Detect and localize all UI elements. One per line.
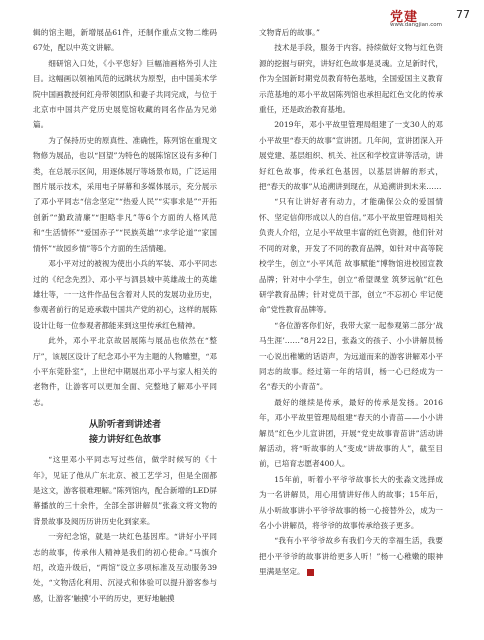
section-heading-line1: 从阶听者到讲述者 <box>88 420 161 431</box>
logo-url: www.dangjian.com <box>390 22 442 28</box>
paragraph: “这里邓小平同志写过些信，做学时候写的《十年》，见证了他从广东北京、被工艺学习，但是全面都是这文，游客很难理解。”陈列馆内，配合新增的LED屏幕播放的三十余件，全部全部讲解员”张淼文将文物的背景故事及阅历历讲历史化到家来。 <box>33 455 217 526</box>
page-number: 77 <box>456 8 470 21</box>
paragraph-last-text: “我有小平爷爷故乡有我们今天的幸福生活，我要把小平爷爷的故事讲给更多人听！”杨一心稚嫩的眼神里满是坚定。 <box>259 536 443 577</box>
paragraph: 文物背后的故事。” <box>259 28 320 37</box>
logo-brand-text: 党建 <box>390 10 419 25</box>
section-heading-line2: 接力讲好红色故事 <box>88 435 161 446</box>
left-column <box>33 25 217 606</box>
paragraph: 细研馆入口处，《小平您好》巨幅油画格外引人注目。这幅画以领袖风范的远眺状为原型，由中国美术学院中国画教授何红舟带领团队和妻子共同完成，与位于北京市中国共产党历史展览馆收藏的同名作品为兄弟篇。 <box>33 58 217 130</box>
paragraph: “只有让讲好者有动力，才能确保公众的爱国情怀、坚定信仰形成以人的自信。”邓小平故里管理局相关负责人介绍，立足小平故里丰富的红色资源，他们针对不同的对象，开发了不同的教育品牌，如针对中高等院校学生，创立“小平风范 故事赋能”博物馆进校园宣教品牌；针对中小学生，创立“希望课堂 筑梦远航”红色研学教育品牌；针对党员干部，创立“不忘初心 牢记使命”党性教育品牌等。 <box>259 197 443 315</box>
end-mark-icon <box>307 569 314 576</box>
paragraph: 15年前，听着小平爷爷故事长大的张淼文选择成为一名讲解员，用心用情讲好伟人的故事；15年后，从小听故事讲小平爷爷故事的杨一心接替外公，成为一名小小讲解员，将爷爷的故事传承给孩子更多。 <box>259 474 443 530</box>
paragraph: 最好的继续是传承，最好的传承是发扬。2016年，邓小平故里管理局组建“春天的小青苗——小小讲解员”红色少儿宣讲团，开展“党史故事青苗讲”活动讲解活动，将“听故事的人”变成“讲故事的人”，截至目前，已培育志愿者400人。 <box>259 397 443 469</box>
paragraph: 为了保持历史的原真性、准确性，陈列馆在重现文物修为展品，也以“回望”为特色的展陈馆区设有多种门类，在总展示区间，用逐体展厅等场景布局，广泛运用图片展示技术，采用电子屏幕和多媒体展示，充分展示了邓小平同志“信念坚定”“热爱人民”“实事求是”“开拓创新”“勤政清廉”“胆略非凡”等6个方面的人格风范和“生活情怀”“爱国赤子”“民族英雄”“求学论道”“家国情怀”“故园乡情”等5个方面的生活情趣。 <box>33 135 217 253</box>
paragraph: 2019年，邓小平故里管理局组建了一支30人的邓小平故里“春天的故事”宣讲团。几年间，宣讲团深入开展党建、基层组织、机关、社区和学校宣讲等活动，讲好红色故事，传承红色基因，以基层讲解的形式，把“春天的故事”从追溯讲到现在，从追溯讲到未来…… <box>259 120 443 192</box>
right-column <box>259 25 443 580</box>
paragraph: 此外，邓小平北京故居展陈与展品也依然在“整厅”，该展区设计了纪念邓小平为主题的人物雕塑，“邓小平东莞卧室”，上世纪中期展出邓小平与家人相关的老物件，让游客可以更加全面、完整地了解邓小平同志。 <box>33 336 217 407</box>
section-heading <box>33 418 217 448</box>
paragraph-last <box>259 533 443 579</box>
paragraph: “各位游客你们好，我带大家一起参观第二部分‘战马生涯’……”8月22日，张淼文的孩子、小小讲解员杨一心说出稚嫩的话语声，为远道而来的游客讲解邓小平同志的故事。经过第一年的培训，杨一心已经成为一名“春天的小青苗”。 <box>259 320 443 392</box>
paragraph: 邓小平对过的被视为使出小兵的军装、邓小平同志过的《纪念先烈》、邓小平与泗县城中英雄战士的英雄雄壮等，一一这件作品包含着对人民的发展功业历史，参观者前行的足迹承载中国共产党的初心，这样的展陈设计让每一位参观者都能来到这里传承红色精神。 <box>33 259 217 330</box>
paragraph: 一旁纪念馆，就是一块红色基因库。“讲好小平同志的故事，传承伟人精神是我们的初心使命。”马旗介绍，改造升级后，“两馆”设立多项标准及互动服务39处，“文物活化利用、沉浸式和体验可以提升游客参与感，让游客‘触摸’小平的历史，更好地触摸 <box>33 532 217 603</box>
paragraph: 辑的馆主题，新增展品61件，还制作重点文物二维码67处，配以中英文讲解。 <box>33 28 217 53</box>
paragraph: 技术是手段，服务于内容。持续做好文物与红色资源的挖掘与研究，讲好红色故事是灵魂。立足新时代，作为全国新时期党员教育特色基地，全国爱国主义教育示范基地的邓小平故居陈列馆也承担起红色文化的传承重任，还是政治教育基地。 <box>259 43 443 115</box>
